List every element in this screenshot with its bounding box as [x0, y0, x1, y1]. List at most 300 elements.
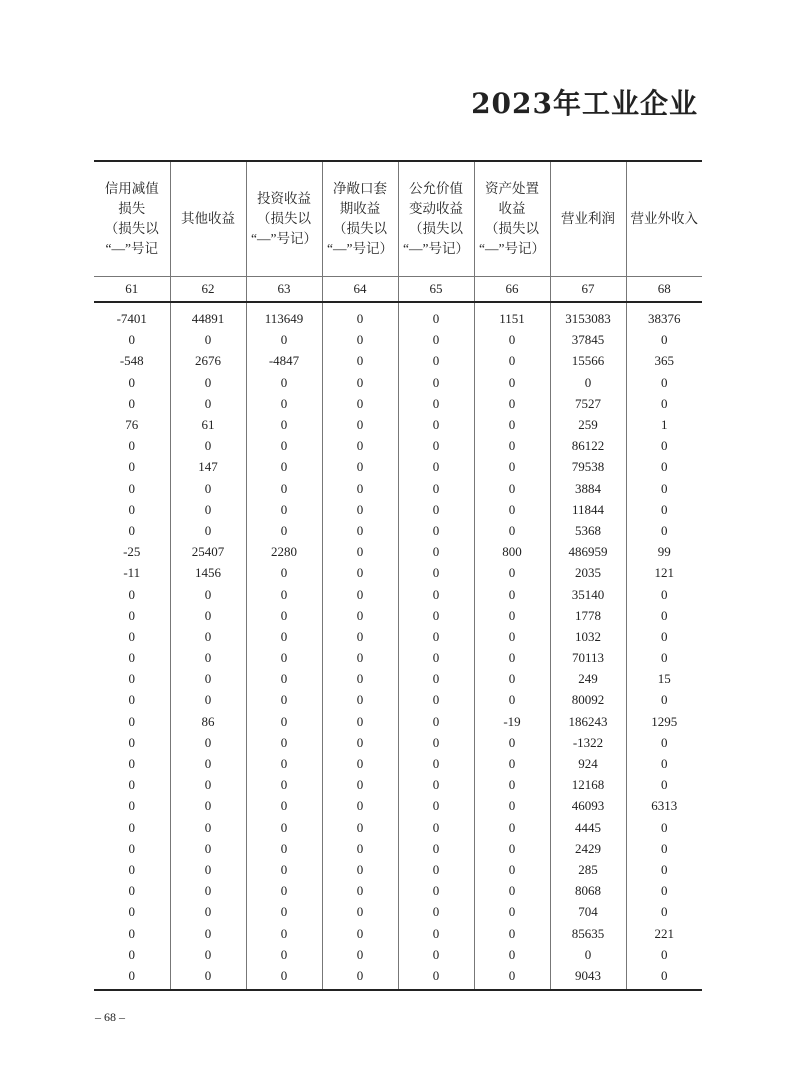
table-cell: 0	[170, 732, 246, 753]
table-cell: -25	[123, 544, 141, 560]
table-cell: 0	[170, 520, 246, 541]
table-cell: 0	[246, 880, 322, 901]
table-cell: 0	[626, 901, 702, 922]
table-cell: 0	[474, 817, 550, 838]
table-cell: 0	[474, 965, 550, 990]
table-cell: 800	[474, 541, 550, 562]
table-cell: 0	[246, 435, 322, 456]
table-cell: 0	[626, 689, 702, 710]
table-row	[94, 499, 702, 520]
table-cell: 365	[626, 350, 702, 371]
header-line: 变动收益	[409, 201, 463, 216]
table-cell: 0	[170, 583, 246, 604]
table-cell: 0	[128, 501, 135, 517]
table-cell: 0	[398, 372, 474, 393]
table-cell: 0	[128, 438, 135, 454]
table-row	[94, 520, 702, 541]
table-cell: 0	[246, 329, 322, 350]
table-cell: 0	[246, 372, 322, 393]
table-cell: 0	[626, 838, 702, 859]
table-cell: 0	[246, 859, 322, 880]
table-cell: 0	[128, 819, 135, 835]
table-cell: 0	[322, 922, 398, 943]
table-cell: 0	[322, 647, 398, 668]
column-header	[322, 161, 398, 277]
table-cell: 0	[246, 711, 322, 732]
table-cell: 0	[398, 689, 474, 710]
table-cell: 0	[246, 499, 322, 520]
table-cell: 924	[550, 753, 626, 774]
table-cell: 0	[322, 817, 398, 838]
table-cell: 0	[322, 711, 398, 732]
table-cell: 0	[246, 732, 322, 753]
table-cell: 704	[550, 901, 626, 922]
table-cell: 1151	[474, 302, 550, 329]
table-cell: 0	[626, 583, 702, 604]
table-cell: 0	[322, 944, 398, 965]
table-cell: 0	[398, 817, 474, 838]
table-row	[94, 668, 702, 689]
table-cell: 249	[550, 668, 626, 689]
table-cell: 0	[474, 753, 550, 774]
table-row	[94, 689, 702, 710]
table-cell: -19	[474, 711, 550, 732]
table-cell: 86122	[550, 435, 626, 456]
table-cell: 0	[626, 859, 702, 880]
table-cell: 0	[128, 840, 135, 856]
table-cell: 0	[398, 668, 474, 689]
table-cell: 0	[322, 456, 398, 477]
column-header	[550, 161, 626, 277]
header-line: 投资收益	[257, 191, 311, 206]
table-cell: 0	[626, 435, 702, 456]
header-line: 期收益	[339, 201, 381, 216]
column-number: 65	[398, 277, 474, 303]
table-cell: 0	[398, 965, 474, 990]
table-cell: 0	[322, 626, 398, 647]
table-cell: 0	[322, 689, 398, 710]
table-row	[94, 541, 702, 562]
table-cell: -11	[123, 565, 141, 581]
header-line: 其他收益	[181, 211, 235, 226]
header-line: “—”号记）	[251, 231, 317, 246]
table-cell: 0	[128, 756, 135, 772]
table-cell: 0	[398, 478, 474, 499]
header-row	[94, 161, 702, 277]
table-cell: 3884	[550, 478, 626, 499]
table-cell: 0	[246, 562, 322, 583]
table-cell: 0	[398, 329, 474, 350]
table-cell: 0	[322, 605, 398, 626]
table-cell: 1456	[170, 562, 246, 583]
table-cell: 79538	[550, 456, 626, 477]
header-line: 损失	[118, 201, 146, 216]
column-header	[246, 161, 322, 277]
table-cell: 0	[474, 732, 550, 753]
table-cell: 0	[398, 562, 474, 583]
table-row	[94, 753, 702, 774]
table-cell: 186243	[550, 711, 626, 732]
table-cell: 0	[246, 393, 322, 414]
table-cell: 2429	[550, 838, 626, 859]
header-line: “—”号记）	[403, 241, 469, 256]
table-cell: 0	[474, 562, 550, 583]
table-cell: 0	[626, 456, 702, 477]
table-cell: 0	[626, 478, 702, 499]
table-cell: 0	[128, 946, 135, 962]
header-line: 公允价值	[409, 181, 463, 196]
table-cell: 0	[246, 647, 322, 668]
table-cell: 0	[398, 922, 474, 943]
table-cell: 0	[322, 838, 398, 859]
table-cell: 0	[322, 435, 398, 456]
table-cell: 0	[170, 774, 246, 795]
table-cell: 0	[246, 456, 322, 477]
table-cell: 0	[398, 499, 474, 520]
table-cell: -7401	[116, 311, 147, 327]
table-cell: 0	[398, 880, 474, 901]
table-cell: 0	[128, 692, 135, 708]
table-cell: 0	[246, 901, 322, 922]
table-cell: 70113	[550, 647, 626, 668]
table-cell: 0	[128, 480, 135, 496]
table-cell: 0	[128, 459, 135, 475]
table-cell: 0	[322, 774, 398, 795]
table-row	[94, 393, 702, 414]
table-cell: 0	[398, 901, 474, 922]
table-row	[94, 456, 702, 477]
column-header	[170, 161, 246, 277]
table-cell: 38376	[626, 302, 702, 329]
table-row	[94, 965, 702, 990]
table-cell: 0	[128, 395, 135, 411]
header-line: “—”号记）	[479, 241, 545, 256]
table-cell: 0	[322, 859, 398, 880]
table-cell: 0	[128, 332, 135, 348]
table-cell: 0	[398, 711, 474, 732]
header-line: 信用减值	[104, 181, 159, 196]
column-number: 68	[626, 277, 702, 303]
table-cell: 221	[626, 922, 702, 943]
table-cell: 0	[246, 689, 322, 710]
table-cell: 0	[626, 626, 702, 647]
table-cell: 0	[128, 522, 135, 538]
table-row	[94, 372, 702, 393]
table-body	[94, 302, 702, 990]
header-line: （损失以	[409, 221, 463, 236]
table-cell: 76	[125, 417, 139, 433]
table-cell: 0	[246, 583, 322, 604]
table-cell: 3153083	[550, 302, 626, 329]
table-cell: 0	[170, 372, 246, 393]
table-cell: 44891	[170, 302, 246, 329]
table-cell: 7527	[550, 393, 626, 414]
table-cell: 0	[474, 901, 550, 922]
table-cell: 0	[128, 671, 135, 687]
table-cell: 4445	[550, 817, 626, 838]
table-cell: 0	[398, 753, 474, 774]
table-cell: 99	[626, 541, 702, 562]
table-cell: 0	[550, 944, 626, 965]
table-cell: 0	[398, 944, 474, 965]
table-cell: 0	[246, 753, 322, 774]
table-cell: 86	[170, 711, 246, 732]
table-cell: 0	[398, 774, 474, 795]
table-cell: 0	[474, 605, 550, 626]
table-cell: 5368	[550, 520, 626, 541]
table-cell: 0	[322, 901, 398, 922]
column-number: 67	[550, 277, 626, 303]
table-cell: 0	[398, 435, 474, 456]
table-cell: 35140	[550, 583, 626, 604]
table-cell: 0	[398, 732, 474, 753]
table-cell: 0	[170, 435, 246, 456]
table-cell: 0	[474, 795, 550, 816]
table-cell: 0	[246, 817, 322, 838]
column-header	[398, 161, 474, 277]
table-cell: 0	[398, 859, 474, 880]
table-row	[94, 626, 702, 647]
table-cell: 0	[322, 965, 398, 990]
table-cell: 0	[474, 456, 550, 477]
column-number-row	[94, 277, 702, 303]
table-cell: 1032	[550, 626, 626, 647]
table-row	[94, 711, 702, 732]
table-row	[94, 302, 702, 329]
table-cell: 0	[322, 499, 398, 520]
table-cell: 37845	[550, 329, 626, 350]
table-cell: 0	[626, 393, 702, 414]
table-cell: 0	[246, 944, 322, 965]
table-cell: 61	[170, 414, 246, 435]
table-cell: 0	[398, 795, 474, 816]
table-cell: 0	[626, 372, 702, 393]
table-cell: 0	[128, 734, 135, 750]
table-cell: 0	[626, 499, 702, 520]
table-cell: 0	[128, 925, 135, 941]
table-cell: 80092	[550, 689, 626, 710]
column-header	[94, 161, 170, 277]
table-cell: 0	[170, 647, 246, 668]
table-cell: 0	[170, 478, 246, 499]
table-cell: 0	[170, 795, 246, 816]
table-cell: 0	[474, 372, 550, 393]
table-cell: 0	[474, 647, 550, 668]
table-cell: 0	[398, 520, 474, 541]
table-cell: 0	[170, 838, 246, 859]
table-row	[94, 478, 702, 499]
table-row	[94, 732, 702, 753]
table-cell: 15	[626, 668, 702, 689]
table-cell: 0	[128, 713, 135, 729]
table-cell: 0	[128, 650, 135, 666]
table-cell: 0	[626, 965, 702, 990]
table-cell: 0	[128, 607, 135, 623]
table-cell: 259	[550, 414, 626, 435]
table-row	[94, 859, 702, 880]
table-cell: 8068	[550, 880, 626, 901]
header-line: 净敞口套	[333, 181, 387, 196]
table-cell: 0	[322, 372, 398, 393]
table-cell: 0	[398, 350, 474, 371]
table-cell: 0	[246, 605, 322, 626]
table-row	[94, 435, 702, 456]
table-cell: 0	[398, 456, 474, 477]
header-line: （损失以	[104, 221, 159, 236]
table-cell: 0	[398, 302, 474, 329]
table-cell: 12168	[550, 774, 626, 795]
table-cell: 0	[626, 753, 702, 774]
table-cell: 0	[170, 817, 246, 838]
table-cell: 0	[170, 668, 246, 689]
table-cell: 25407	[170, 541, 246, 562]
header-line: 营业外收入	[630, 211, 698, 226]
table-cell: 0	[474, 626, 550, 647]
header-line: （损失以	[333, 221, 387, 236]
table-cell: 0	[398, 626, 474, 647]
table-cell: 0	[246, 965, 322, 990]
column-number: 61	[94, 277, 170, 303]
table-cell: 0	[170, 944, 246, 965]
table-cell: 0	[170, 626, 246, 647]
table-cell: 0	[170, 605, 246, 626]
table-cell: 0	[398, 647, 474, 668]
table-cell: 0	[474, 499, 550, 520]
table-cell: 0	[322, 302, 398, 329]
table-cell: 0	[474, 922, 550, 943]
table-cell: 0	[128, 798, 135, 814]
table-cell: 121	[626, 562, 702, 583]
header-line: （损失以	[257, 211, 311, 226]
table-cell: 85635	[550, 922, 626, 943]
table-row	[94, 880, 702, 901]
table-cell: 113649	[246, 302, 322, 329]
table-cell: 0	[626, 817, 702, 838]
table-cell: 0	[170, 329, 246, 350]
table-cell: 0	[170, 859, 246, 880]
table-cell: 0	[128, 374, 135, 390]
table-cell: 0	[474, 520, 550, 541]
header-line: 收益	[498, 201, 526, 216]
table-cell: 46093	[550, 795, 626, 816]
table-cell: 2035	[550, 562, 626, 583]
table-cell: 0	[626, 605, 702, 626]
table-cell: 0	[246, 838, 322, 859]
table-cell: 0	[626, 520, 702, 541]
header-line: 营业利润	[561, 211, 615, 226]
table-cell: 0	[626, 880, 702, 901]
table-cell: 0	[474, 944, 550, 965]
table-cell: 0	[474, 583, 550, 604]
table-cell: 0	[170, 880, 246, 901]
table-cell: 0	[398, 838, 474, 859]
table-row	[94, 414, 702, 435]
table-cell: 0	[398, 583, 474, 604]
table-cell: 15566	[550, 350, 626, 371]
table-row	[94, 350, 702, 371]
header-line: 资产处置	[485, 181, 539, 196]
table-cell: 0	[322, 414, 398, 435]
table-cell: 0	[322, 880, 398, 901]
table-cell: 0	[170, 901, 246, 922]
table-cell: 0	[322, 732, 398, 753]
page-number: – 68 –	[95, 1010, 125, 1024]
table-cell: 1778	[550, 605, 626, 626]
table-cell: 0	[246, 668, 322, 689]
column-number: 66	[474, 277, 550, 303]
table-cell: 0	[626, 944, 702, 965]
table-cell: 9043	[550, 965, 626, 990]
table-cell: 0	[246, 774, 322, 795]
table-cell: 0	[128, 904, 135, 920]
table-cell: 2280	[246, 541, 322, 562]
header-line: “—”号记	[105, 241, 158, 256]
table-row	[94, 817, 702, 838]
table-cell: 0	[322, 753, 398, 774]
table-row	[94, 647, 702, 668]
table-cell: 0	[474, 880, 550, 901]
table-cell: 0	[474, 838, 550, 859]
table-row	[94, 901, 702, 922]
table-cell: 0	[474, 350, 550, 371]
table-cell: 0	[246, 414, 322, 435]
data-table	[94, 160, 702, 991]
table-cell: 0	[94, 965, 170, 990]
column-number: 62	[170, 277, 246, 303]
table-cell: 11844	[550, 499, 626, 520]
table-cell: 1	[626, 414, 702, 435]
column-number: 64	[322, 277, 398, 303]
table-cell: 6313	[626, 795, 702, 816]
table-cell: 0	[322, 329, 398, 350]
header-line: （损失以	[485, 221, 539, 236]
table-row	[94, 583, 702, 604]
table-cell: 0	[322, 541, 398, 562]
table-row	[94, 329, 702, 350]
table-cell: 0	[474, 689, 550, 710]
table-cell: 0	[322, 562, 398, 583]
table-cell: 0	[170, 689, 246, 710]
table-cell: 0	[128, 883, 135, 899]
table-cell: 0	[322, 393, 398, 414]
table-cell: 0	[626, 329, 702, 350]
table-cell: 0	[246, 626, 322, 647]
table-cell: 0	[128, 861, 135, 877]
table-cell: 0	[398, 393, 474, 414]
table-row	[94, 774, 702, 795]
table-cell: 0	[474, 435, 550, 456]
table-cell: 0	[474, 478, 550, 499]
table-cell: 0	[474, 774, 550, 795]
table-cell: -548	[119, 353, 144, 369]
table-cell: -1322	[550, 732, 626, 753]
table-cell: 0	[322, 583, 398, 604]
table-cell: 0	[322, 520, 398, 541]
table-cell: 0	[398, 414, 474, 435]
table-cell: 0	[170, 499, 246, 520]
column-header	[626, 161, 702, 277]
table-cell: 0	[322, 795, 398, 816]
table-cell: 0	[322, 478, 398, 499]
table-cell: 1295	[626, 711, 702, 732]
table-cell: 0	[474, 393, 550, 414]
table-cell: 0	[398, 541, 474, 562]
table-cell: 0	[626, 774, 702, 795]
table-cell: 0	[474, 329, 550, 350]
table-cell: 0	[128, 777, 135, 793]
table-cell: 0	[246, 520, 322, 541]
table-cell: 0	[322, 668, 398, 689]
